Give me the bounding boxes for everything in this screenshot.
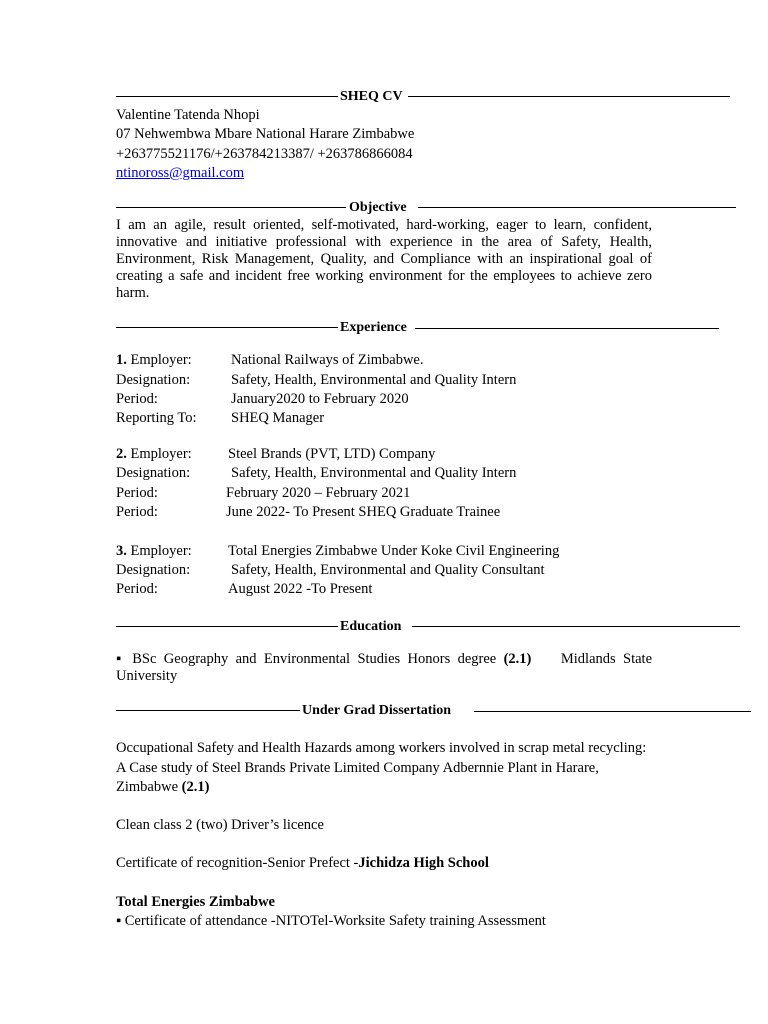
objective-heading: Objective [349, 200, 407, 215]
job-2-period: February 2020 – February 2021 [226, 485, 411, 501]
experience-rule-right [415, 328, 719, 329]
attendance-bullet: ▪ [116, 913, 122, 929]
job-3-employer-label-text: Employer: [130, 543, 192, 559]
job-3-period: August 2022 -To Present [228, 581, 373, 597]
education-bullet: ▪ [116, 651, 125, 667]
job-3-designation-label: Designation: [116, 562, 191, 578]
job-2-period2: June 2022- To Present SHEQ Graduate Trainee [226, 504, 501, 520]
job-2-designation-label: Designation: [116, 465, 191, 481]
education-rule-right [412, 626, 740, 627]
title-rule-right [408, 96, 730, 97]
certificate-recognition [116, 854, 489, 873]
education-entry [116, 651, 652, 685]
candidate-name: Valentine Tatenda Nhopi [116, 107, 260, 123]
certificate-prefix: Certificate of recognition-Senior Prefect - [116, 855, 359, 871]
job-3-designation: Safety, Health, Environmental and Quality Consultant [231, 562, 545, 578]
certificate-school: Jichidza High School [358, 855, 489, 871]
total-energies-heading [116, 893, 275, 912]
attendance-text: Certificate of attendance -NITOTel-Worksite Safety training Assessment [124, 913, 546, 929]
dissertation-title: Occupational Safety and Health Hazards among workers involved in scrap metal recycling: A Case study of Steel Brands Private Limited Company Adbernnie Plant in Harare, Zimbabwe [116, 740, 647, 795]
driver-licence: Clean class 2 (two) Driver’s licence [116, 817, 324, 833]
title-rule-left [116, 96, 338, 97]
job-3-employer: Total Energies Zimbabwe Under Koke Civil Engineering [228, 543, 560, 559]
job-1-reporting-label: Reporting To: [116, 410, 197, 426]
candidate-email[interactable] [116, 164, 244, 183]
job-1-designation-label: Designation: [116, 372, 191, 388]
job-1-designation: Safety, Health, Environmental and Quality Intern [231, 372, 517, 388]
job-3-period-label: Period: [116, 581, 158, 597]
dissertation-text [116, 739, 656, 798]
objective-rule-left [116, 207, 346, 208]
job-2-period-label: Period: [116, 485, 158, 501]
experience-rule-left [116, 327, 338, 328]
job-1-employer-label [116, 351, 192, 370]
email-link[interactable]: ntinoross@gmail.com [116, 165, 245, 181]
job-2-employer-label-text: Employer: [130, 446, 192, 462]
job-2-employer: Steel Brands (PVT, LTD) Company [228, 446, 436, 462]
candidate-address: 07 Nehwembwa Mbare National Harare Zimbabwe [116, 126, 415, 142]
education-heading: Education [340, 619, 402, 634]
education-grade: (2.1) [503, 651, 532, 667]
candidate-phones: +263775521176/+263784213387/ +263786866084 [116, 146, 413, 162]
education-institution: Midlands State University [116, 651, 653, 684]
job-1-period-label: Period: [116, 391, 158, 407]
job-1-reporting: SHEQ Manager [231, 410, 325, 426]
attendance-certificate [116, 912, 546, 931]
education-rule-left [116, 626, 338, 627]
objective-rule-right [418, 207, 736, 208]
total-energies-heading-text: Total Energies Zimbabwe [116, 894, 275, 910]
objective-text [116, 217, 652, 302]
dissertation-heading: Under Grad Dissertation [302, 703, 452, 718]
job-2-number: 2. [116, 446, 127, 462]
dissertation-rule-right [474, 711, 751, 712]
job-1-number: 1. [116, 352, 127, 368]
job-1-period: January2020 to February 2020 [231, 391, 409, 407]
cv-title: SHEQ CV [340, 89, 403, 104]
objective-paragraph: I am an agile, result oriented, self-motivated, hard-working, eager to learn, confident, innovative and initiative professional with experience in the area of Safety, Health, Environment, Risk Management, Quality, and Compliance with an inspirational goal of creating a safe and incident free working environment for the employees to achieve zero harm. [116, 217, 652, 301]
job-3-employer-label [116, 542, 192, 561]
dissertation-rule-left [116, 710, 300, 711]
job-2-employer-label [116, 445, 192, 464]
job-2-period2-label: Period: [116, 504, 158, 520]
job-1-employer: National Railways of Zimbabwe. [231, 352, 424, 368]
job-1-employer-label-text: Employer: [130, 352, 192, 368]
job-2-designation: Safety, Health, Environmental and Quality Intern [231, 465, 517, 481]
dissertation-grade: (2.1) [181, 779, 210, 795]
job-3-number: 3. [116, 543, 127, 559]
education-degree: BSc Geography and Environmental Studies Honors degree [132, 651, 497, 667]
experience-heading: Experience [340, 320, 407, 335]
